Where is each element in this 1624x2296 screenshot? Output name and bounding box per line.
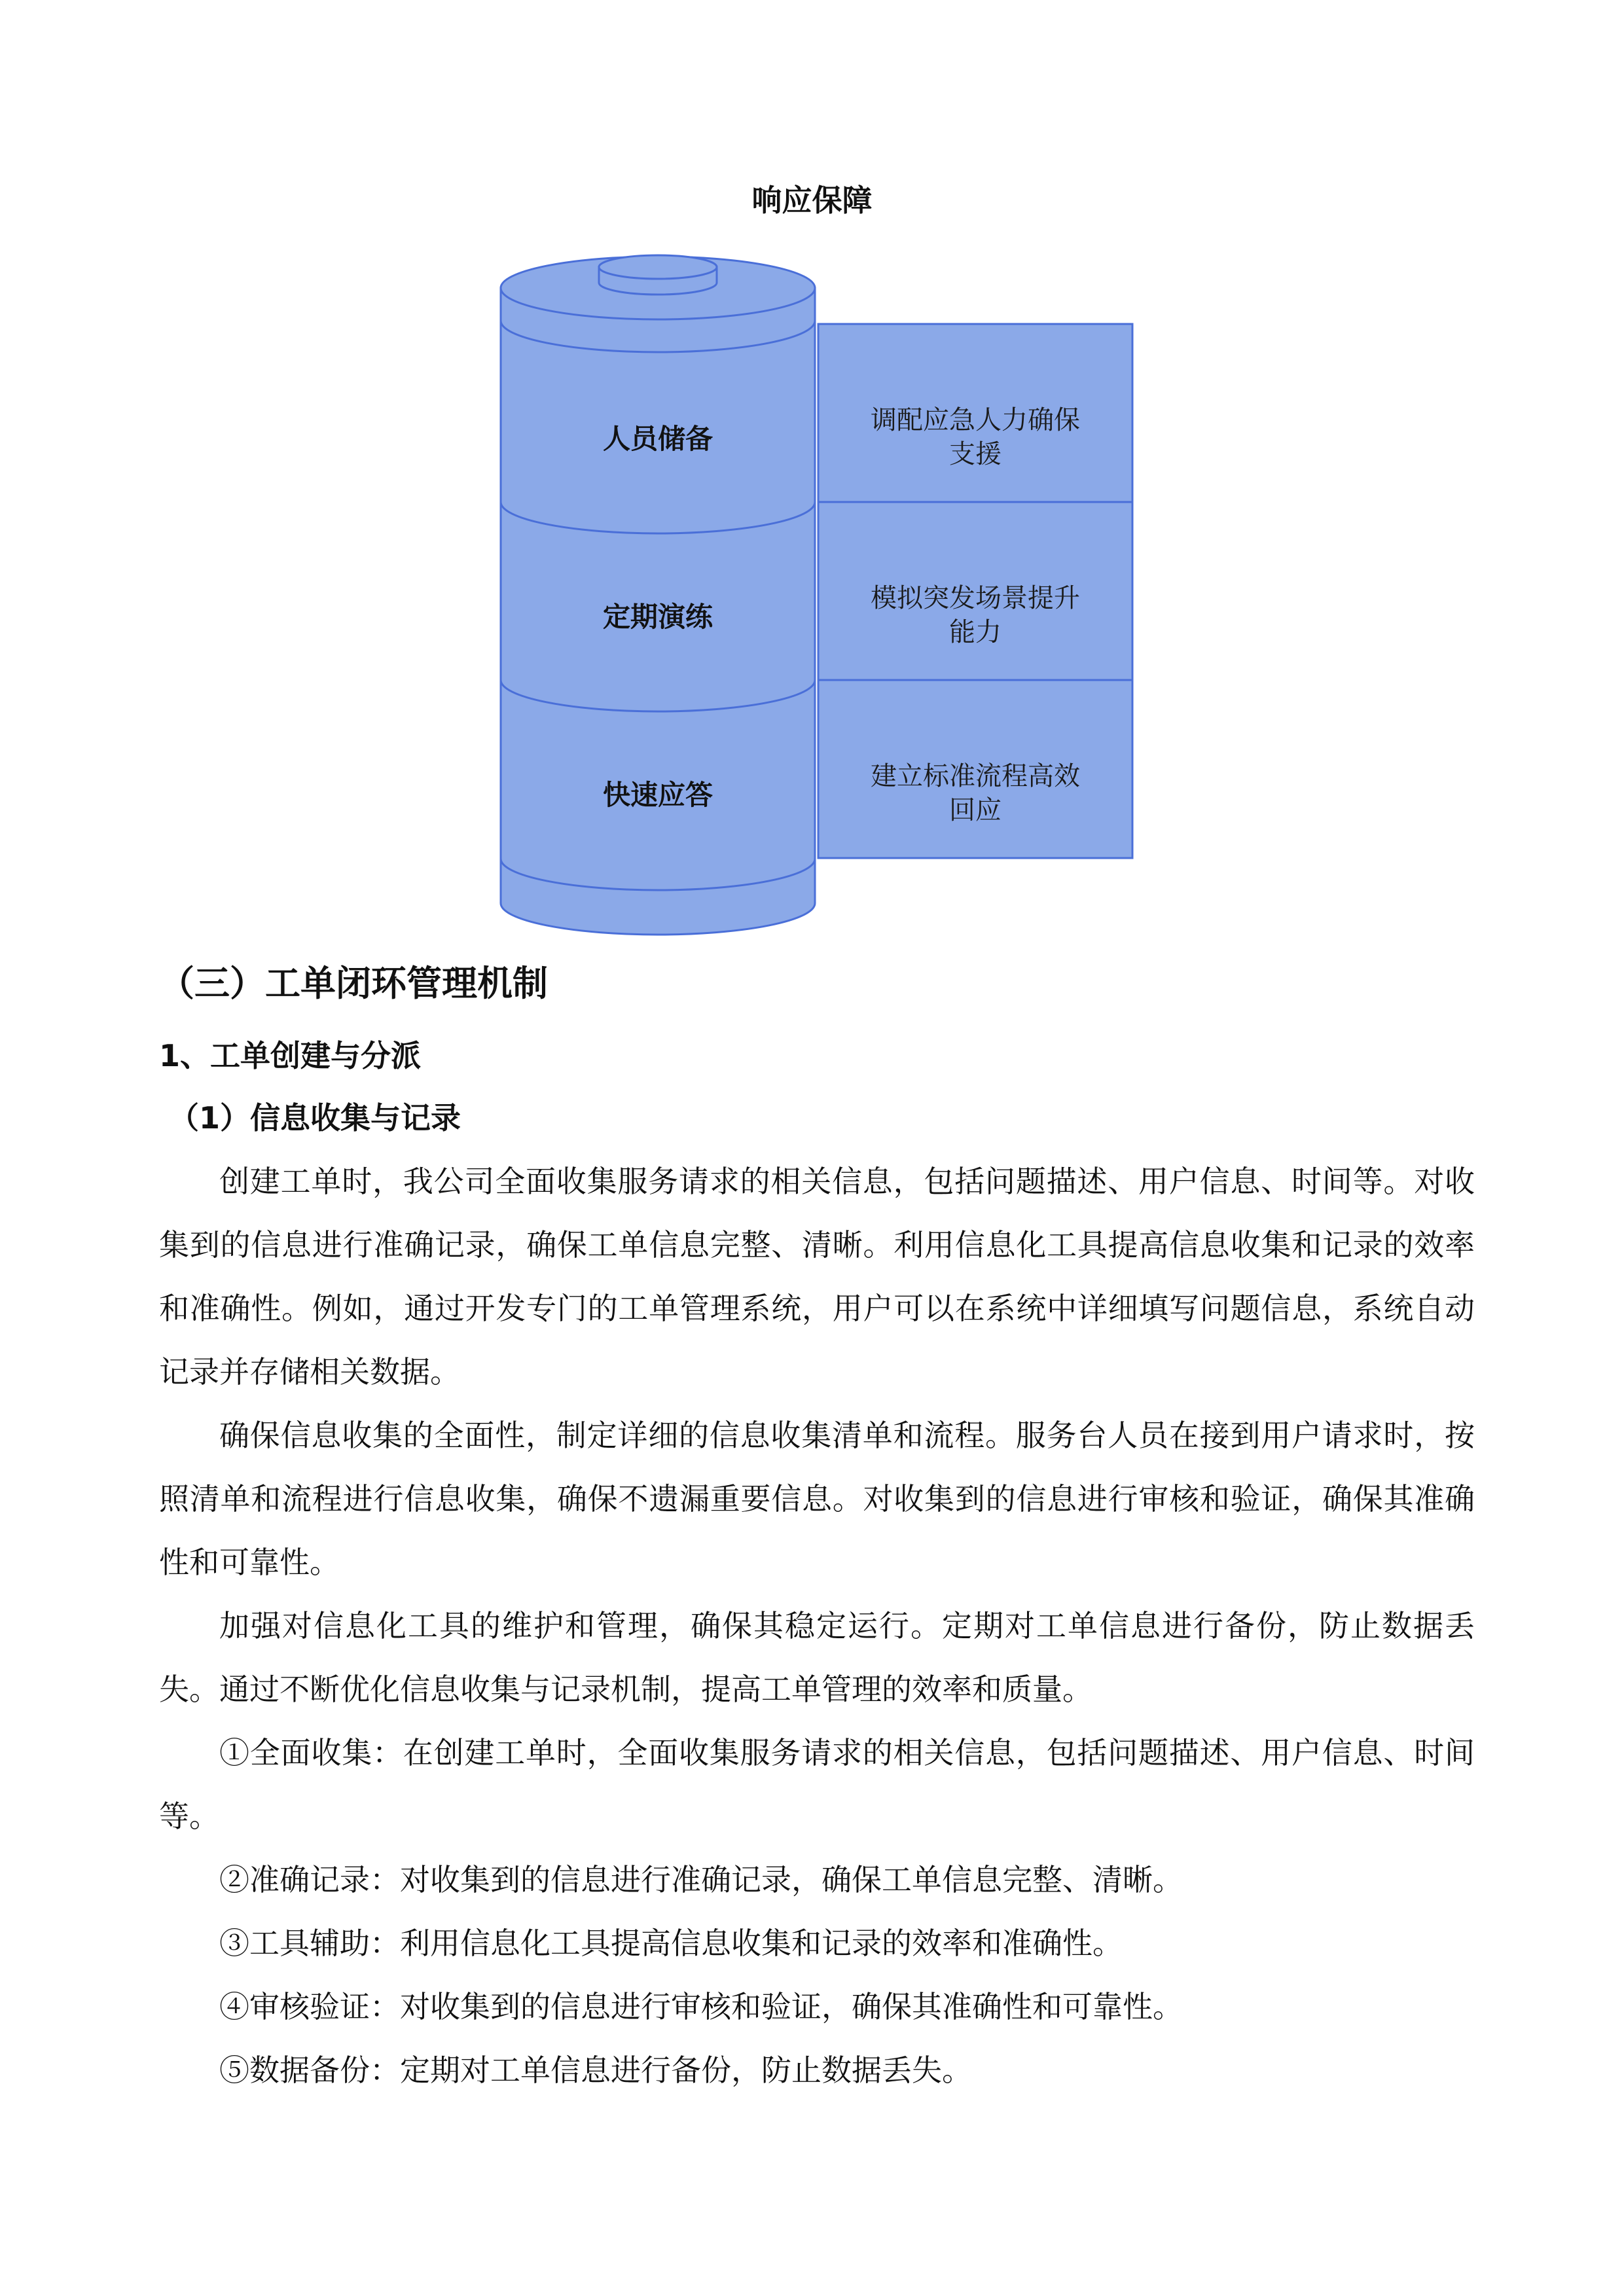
layer-label-3: 快速应答 [602, 779, 713, 811]
list-item-5: ⑤数据备份：定期对工单信息进行备份，防止数据丢失。 [219, 2053, 972, 2088]
list-item-4: ④审核验证：对收集到的信息进行审核和验证，确保其准确性和可靠性。 [219, 1989, 1183, 2024]
layer-desc-3-line2: 回应 [949, 795, 1001, 825]
layer-desc-3-line1: 建立标准流程高效 [871, 761, 1080, 791]
layer-label-1: 人员储备 [602, 423, 713, 455]
layer-label-2: 定期演练 [602, 601, 713, 633]
section-heading: （三）工单闭环管理机制 [159, 963, 548, 1004]
response-assurance-diagram [484, 242, 1139, 936]
paragraph-3: 加强对信息化工具的维护和管理，确保其稳定运行。定期对工单信息进行备份，防止数据丢失。通过不断优化信息收集与记录机制，提高工单管理的效率和质量。 [159, 1608, 1475, 1707]
subsection-heading: 1、工单创建与分派 [159, 1038, 422, 1073]
layer-desc-2-line1: 模拟突发场景提升 [871, 583, 1080, 613]
list-item-3: ③工具辅助：利用信息化工具提高信息收集和记录的效率和准确性。 [219, 1926, 1123, 1961]
sub-subsection-heading: （1）信息收集与记录 [169, 1100, 461, 1136]
layer-desc-2-line2: 能力 [949, 617, 1001, 647]
layer-desc-1-line1: 调配应急人力确保 [871, 405, 1080, 435]
layer-desc-1-line2: 支援 [949, 439, 1001, 469]
paragraph-2: 确保信息收集的全面性，制定详细的信息收集清单和流程。服务台人员在接到用户请求时，按照清单和流程进行信息收集，确保不遗漏重要信息。对收集到的信息进行审核和验证，确保其准确性和可靠性。 [159, 1418, 1475, 1580]
body-text [159, 1150, 1475, 2102]
diagram-title: 响应保障 [751, 183, 873, 218]
list-item-2: ②准确记录：对收集到的信息进行准确记录，确保工单信息完整、清晰。 [219, 1862, 1183, 1897]
list-item-1: ①全面收集：在创建工单时，全面收集服务请求的相关信息，包括问题描述、用户信息、时间等。 [159, 1735, 1475, 1834]
cylinder-cap-top [599, 255, 717, 279]
paragraph-1: 创建工单时，我公司全面收集服务请求的相关信息，包括问题描述、用户信息、时间等。对收集到的信息进行准确记录，确保工单信息完整、清晰。利用信息化工具提高信息收集和记录的效率和准确性。例如，通过开发专门的工单管理系统，用户可以在系统中详细填写问题信息，系统自动记录并存储相关数据。 [159, 1164, 1475, 1390]
